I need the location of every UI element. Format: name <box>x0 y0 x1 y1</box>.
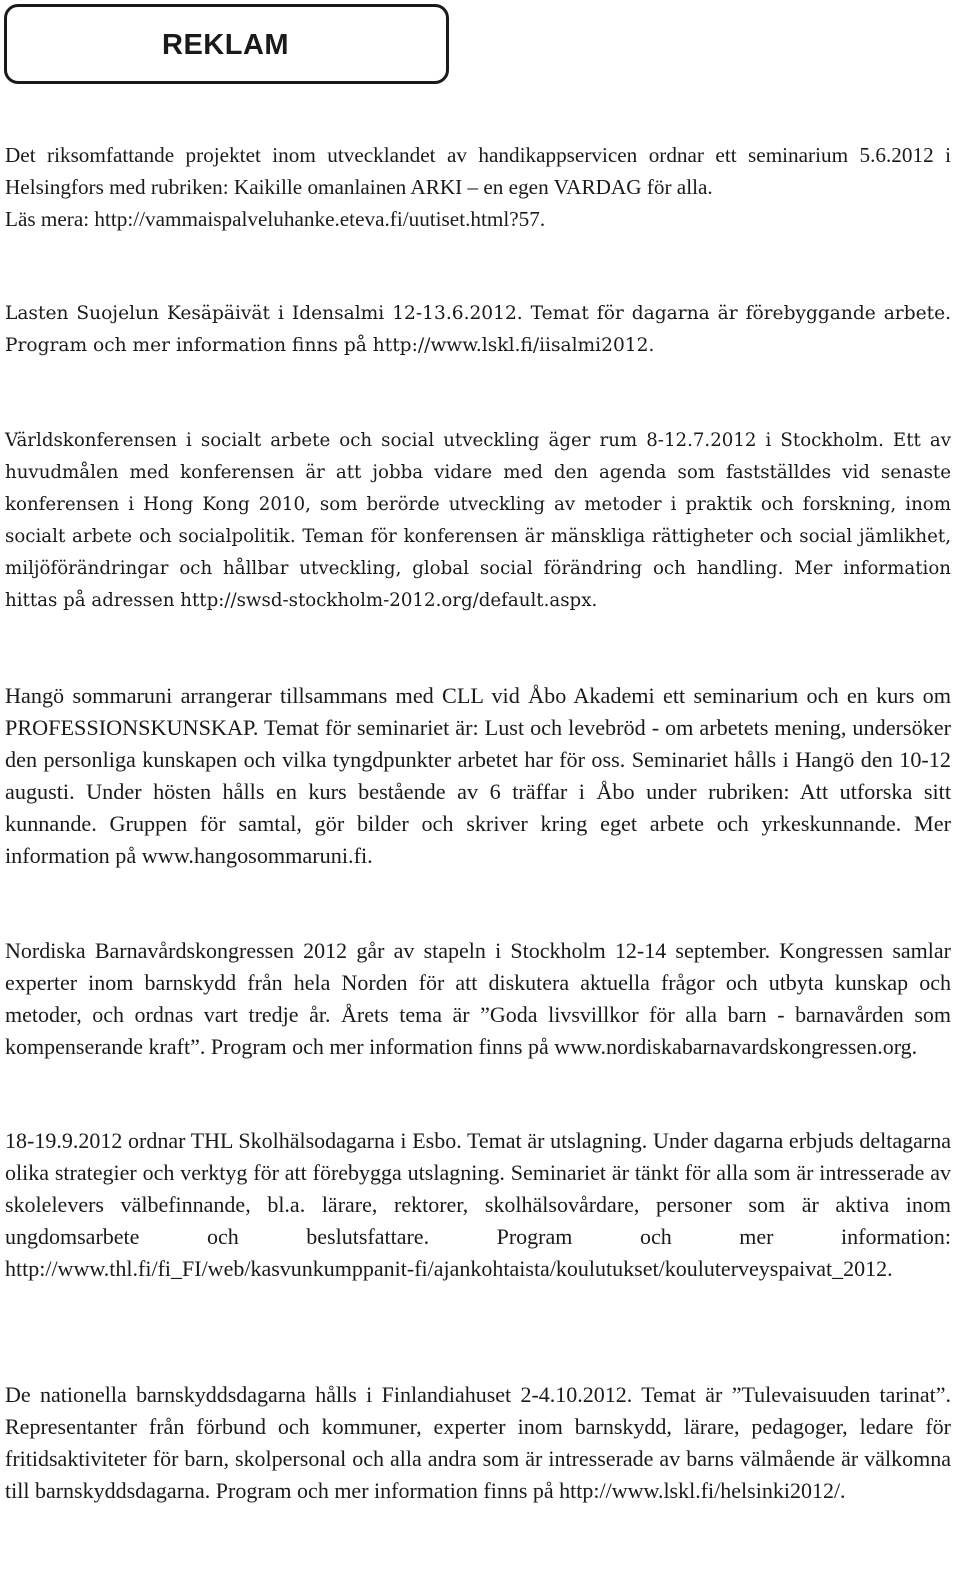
paragraph-nordiska-barnavard <box>5 935 951 1063</box>
paragraph-hango-sommaruni <box>5 680 951 872</box>
paragraph-handikapp-link: Läs mera: http://vammaispalveluhanke.eteva.fi/uutiset.html?57. <box>5 207 546 231</box>
paragraph-skolhalsodagarna-text: 18-19.9.2012 ordnar THL Skolhälsodagarna i Esbo. Temat är utslagning. Under dagarna erbjuds deltagarna olika strategier och verktyg för att förebygga utslagning. Seminariet är tänkt för alla som är intresserade av skolelevers välbefinnande, bl.a. lärare, rektorer, skolhälsovårdare, personer som är aktiva inom ungdomsarbete och beslutsfattare. Program och mer information: http://www.thl.fi/fi_FI/web/kasvunkumppanit-fi/ajankohtaista/koulutukset/kouluterveyspaivat_2012. <box>5 1128 951 1281</box>
paragraph-barnskyddsdagarna <box>5 1379 951 1507</box>
paragraph-handikapp-text: Det riksomfattande projektet inom utvecklandet av handikappservicen ordnar ett seminarium 5.6.2012 i Helsingfors med rubriken: Kaikille omanlainen ARKI – en egen VARDAG för alla. <box>5 143 951 199</box>
page-title: REKLAM <box>162 29 290 61</box>
paragraph-skolhalsodagarna <box>5 1125 951 1285</box>
paragraph-hango-sommaruni-text: Hangö sommaruni arrangerar tillsammans med CLL vid Åbo Akademi ett seminarium och en kurs om PROFESSIONSKUNSKAP. Temat för seminariet är: Lust och levebröd - om arbetets mening, undersöker den personliga kunskapen och vilka tyngdpunkter arbetet har för oss. Seminariet hålls i Hangö den 10-12 augusti. Under hösten hålls en kurs bestående av 6 träffar i Åbo under rubriken: Att utforska sitt kunnande. Gruppen för samtal, gör bilder och skriver kring eget arbete och yrkeskunnande. Mer information på www.hangosommaruni.fi. <box>5 683 951 868</box>
paragraph-handikapp <box>5 139 951 235</box>
paragraph-lasten-suojelun <box>5 298 951 362</box>
paragraph-varldskonferensen-text: Världskonferensen i socialt arbete och social utveckling äger rum 8-12.7.2012 i Stockholm. Ett av huvudmålen med konferensen är att jobba vidare med den agenda som fastställdes vid senaste konferensen i Hong Kong 2010, som berörde utveckling av metoder i praktik och forskning, inom socialt arbete och socialpolitik. Teman för konferensen är mänskliga rättigheter och social jämlikhet, miljöförändringar och hållbar utveckling, global social förändring och handling. Mer information hittas på adressen http://swsd-stockholm-2012.org/default.aspx. <box>5 430 951 611</box>
paragraph-barnskyddsdagarna-text: De nationella barnskyddsdagarna hålls i Finlandiahuset 2-4.10.2012. Temat är ”Tulevaisuuden tarinat”. Representanter från förbund och kommuner, experter inom barnskydd, lärare, pedagoger, ledare för fritidsaktiviteter för barn, skolpersonal och alla andra som är intresserade av barns välmående är välkomna till barnskyddsdagarna. Program och mer information finns på http://www.lskl.fi/helsinki2012/. <box>5 1382 951 1503</box>
paragraph-lasten-suojelun-text: Lasten Suojelun Kesäpäivät i Idensalmi 12-13.6.2012. Temat för dagarna är förebyggande arbete. Program och mer information finns på http://www.lskl.fi/iisalmi2012. <box>5 303 951 356</box>
paragraph-nordiska-barnavard-text: Nordiska Barnavårdskongressen 2012 går av stapeln i Stockholm 12-14 september. Kongressen samlar experter inom barnskydd från hela Norden för att diskutera aktuella frågor och utbyta kunskap och metoder, och ordnas vart tredje år. Årets tema är ”Goda livsvillkor för alla barn - barnavården som kompenserande kraft”. Program och mer information finns på www.nordiskabarnavardskongressen.org. <box>5 938 951 1059</box>
paragraph-varldskonferensen <box>5 425 951 617</box>
reklam-header-box <box>4 4 449 84</box>
